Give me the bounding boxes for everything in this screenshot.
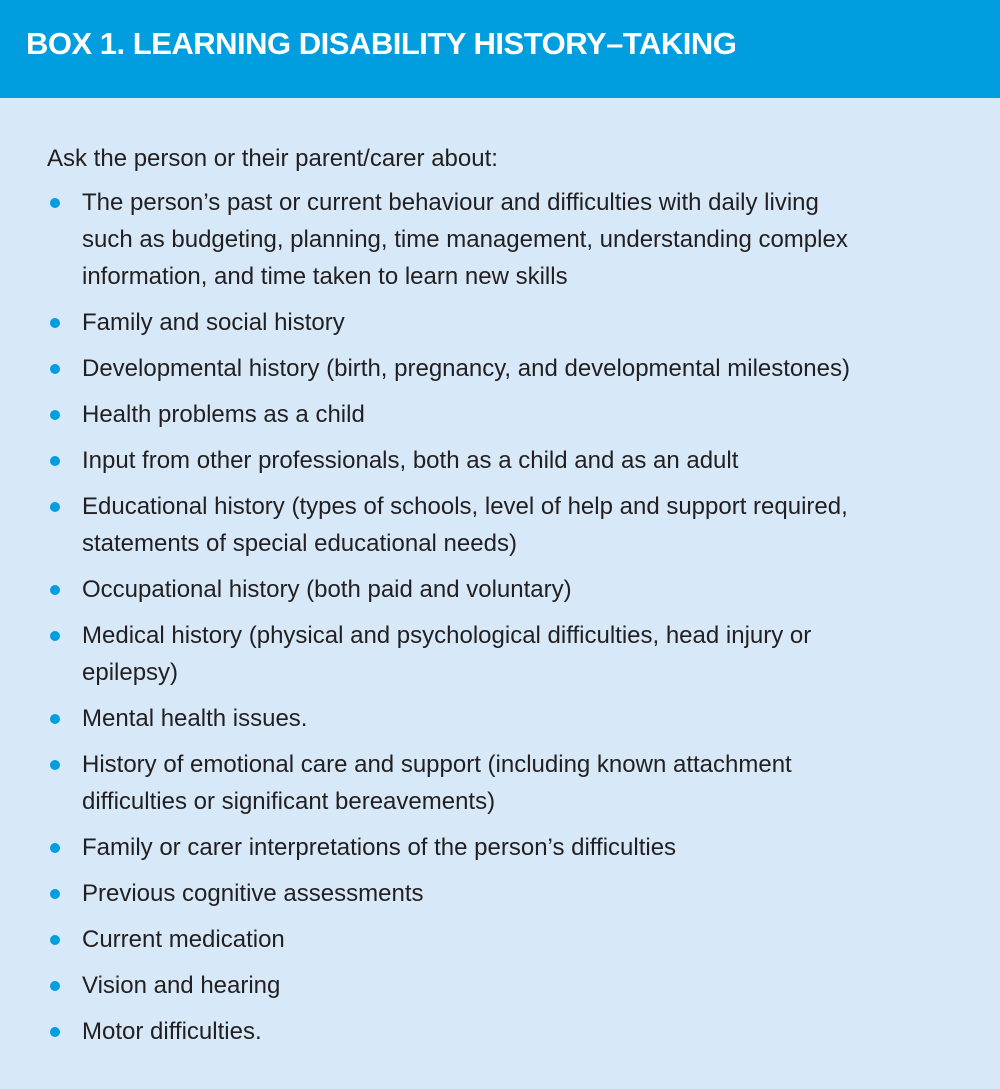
bullet-icon	[50, 714, 60, 724]
bullet-icon	[50, 198, 60, 208]
list-item	[0, 350, 1000, 387]
list-item-text: History of emotional care and support (including known attachment	[82, 751, 792, 778]
list-item-text: Developmental history (birth, pregnancy, and developmental milestones)	[82, 355, 850, 382]
list-item-text: statements of special educational needs)	[82, 530, 517, 557]
list-item-text: such as budgeting, planning, time management, understanding complex	[82, 226, 848, 253]
list-item-text: Medical history (physical and psychological difficulties, head injury or	[82, 622, 812, 649]
list-item	[0, 1013, 1000, 1050]
list-item-text: Motor difficulties.	[82, 1018, 262, 1045]
list-item-text: Current medication	[82, 926, 285, 953]
list-item-text: Previous cognitive assessments	[82, 880, 424, 907]
list-item	[0, 488, 1000, 562]
list-item-text: Input from other professionals, both as a child and as an adult	[82, 447, 739, 474]
history-list	[0, 184, 1000, 1059]
box-title: BOX 1. LEARNING DISABILITY HISTORY–TAKING	[26, 26, 737, 61]
bullet-icon	[50, 456, 60, 466]
bullet-icon	[50, 631, 60, 641]
list-item-text: Health problems as a child	[82, 401, 365, 428]
list-item	[0, 617, 1000, 691]
bullet-icon	[50, 1027, 60, 1037]
box-header	[0, 0, 1000, 98]
list-item	[0, 829, 1000, 866]
bullet-icon	[50, 843, 60, 853]
list-item	[0, 184, 1000, 295]
list-item	[0, 442, 1000, 479]
bullet-icon	[50, 410, 60, 420]
bullet-icon	[50, 935, 60, 945]
list-item	[0, 875, 1000, 912]
list-item-text: Mental health issues.	[82, 705, 308, 732]
list-item-text: Educational history (types of schools, level of help and support required,	[82, 493, 848, 520]
list-item-text: Family or carer interpretations of the person’s difficulties	[82, 834, 677, 861]
list-item-text: Occupational history (both paid and voluntary)	[82, 576, 572, 603]
list-item	[0, 967, 1000, 1004]
bullet-icon	[50, 502, 60, 512]
list-item-text: Vision and hearing	[82, 972, 281, 999]
bullet-icon	[50, 318, 60, 328]
bullet-icon	[50, 760, 60, 770]
list-item	[0, 921, 1000, 958]
list-item-text: information, and time taken to learn new skills	[82, 263, 568, 290]
list-item-text: difficulties or significant bereavements)	[82, 788, 496, 815]
intro-text: Ask the person or their parent/carer about:	[47, 145, 498, 172]
list-item	[0, 396, 1000, 433]
list-item-text: The person’s past or current behaviour and difficulties with daily living	[82, 189, 819, 216]
bullet-icon	[50, 981, 60, 991]
list-item	[0, 571, 1000, 608]
list-item-text: Family and social history	[82, 309, 345, 336]
list-item	[0, 700, 1000, 737]
list-item	[0, 746, 1000, 820]
bullet-icon	[50, 889, 60, 899]
bullet-icon	[50, 585, 60, 595]
list-item-text: epilepsy)	[82, 659, 179, 686]
bullet-icon	[50, 364, 60, 374]
list-item	[0, 304, 1000, 341]
